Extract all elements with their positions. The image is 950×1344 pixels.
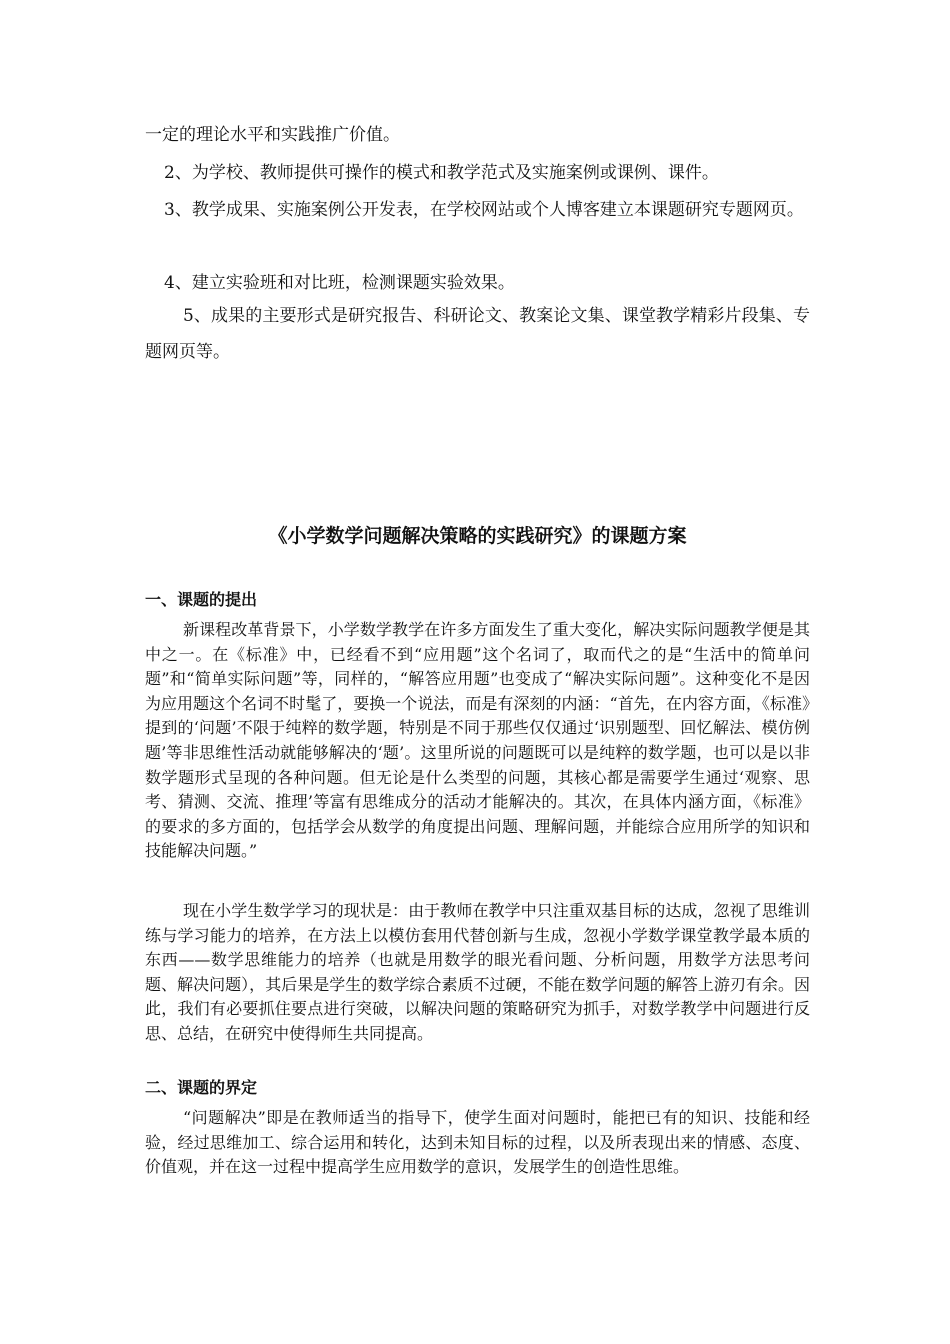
list-item: 3、教学成果、实施案例公开发表，在学校网站或个人博客建立本课题研究专题网页。: [164, 200, 804, 220]
document-title: 《小学数学问题解决策略的实践研究》的课题方案: [268, 525, 687, 547]
paragraph: 新课程改革背景下，小学数学教学在许多方面发生了重大变化，解决实际问题教学便是其中之一。在《标准》中，已经看不到“应用题”这个名词了，取而代之的是“生活中的简单问题”和“简单实际问题”等，同样的，“解答应用题”也变成了“解决实际问题”。这种变化不是因为应用题这个名词不时髦了，要换一个说法，而是有深刻的内涵：“首先，在内容方面，《标准》提到的‘问题’不限于纯粹的数学题，特别是不同于那些仅仅通过‘识别题型、回忆解法、模仿例题’等非思维性活动就能够解决的‘题’。这里所说的问题既可以是纯粹的数学题，也可以是以非数学题形式呈现的各种问题。但无论是什么类型的问题，其核心都是需要学生通过‘观察、思考、猜测、交流、推理’等富有思维成分的活动才能解决的。其次，在具体内涵方面，《标准》的要求的多方面的，包括学会从数学的角度提出问题、理解问题，并能综合应用所学的知识和技能解决问题。”: [145, 620, 810, 861]
text-line: 一定的理论水平和实践推广价值。: [145, 125, 400, 145]
section-heading: 二、课题的界定: [145, 1078, 258, 1097]
section-heading: 一、课题的提出: [145, 590, 258, 609]
paragraph: “问题解决”即是在教师适当的指导下，使学生面对问题时，能把已有的知识、技能和经验，经过思维加工、综合运用和转化，达到未知目标的过程，以及所表现出来的情感、态度、价值观，并在这一过程中提高学生应用数学的意识，发展学生的创造性思维。: [145, 1108, 810, 1177]
list-item: 2、为学校、教师提供可操作的模式和教学范式及实施案例或课例、课件。: [164, 163, 719, 183]
list-item: 4、建立实验班和对比班，检测课题实验效果。: [164, 273, 515, 293]
list-item: 5、成果的主要形式是研究报告、科研论文、教案论文集、课堂教学精彩片段集、专题网页等。: [145, 306, 810, 362]
paragraph: 现在小学生数学学习的现状是：由于教师在教学中只注重双基目标的达成，忽视了思维训练与学习能力的培养，在方法上以模仿套用代替创新与生成，忽视小学数学课堂教学最本质的东西——数学思维能力的培养（也就是用数学的眼光看问题、分析问题，用数学方法思考问题、解决问题），其后果是学生的数学综合素质不过硬，不能在数学问题的解答上游刃有余。因此，我们有必要抓住要点进行突破，以解决问题的策略研究为抓手，对数学教学中问题进行反思、总结，在研究中使得师生共同提高。: [145, 901, 810, 1043]
